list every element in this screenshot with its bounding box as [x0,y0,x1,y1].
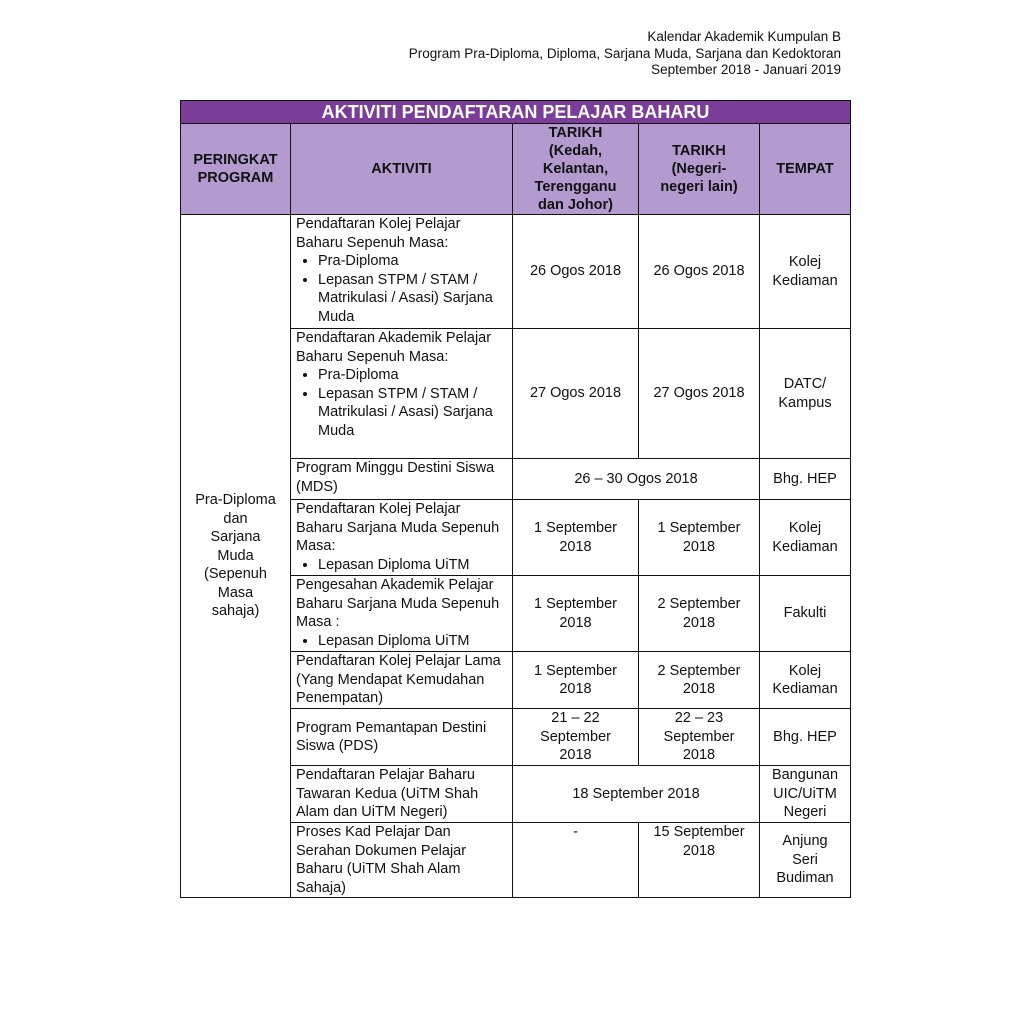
date-other: 2 September 2018 [639,576,760,652]
place: Bhg. HEP [760,459,851,500]
activity-cell [291,652,513,709]
col-activity: AKTIVITI [291,124,513,215]
col-date-east: TARIKH (Kedah, Kelantan, Terengganu dan Johor) [513,124,639,215]
registration-table [180,100,851,898]
date-east: - [513,823,639,898]
date-east: 27 Ogos 2018 [513,329,639,459]
activity-text: Pendaftaran Kolej Pelajar Lama (Yang Mendapat Kemudahan Penempatan) [296,653,501,706]
header-line-3: September 2018 - Januari 2019 [651,62,841,77]
date-east: 21 – 22 September 2018 [513,709,639,766]
date-other: 22 – 23 September 2018 [639,709,760,766]
date-east: 1 September 2018 [513,652,639,709]
date-other: 26 Ogos 2018 [639,215,760,329]
activity-text: Pendaftaran Pelajar Baharu Tawaran Kedua (UiTM Shah Alam dan UiTM Negeri) [296,767,479,820]
place: Anjung Seri Budiman [760,823,851,898]
activity-text: Pendaftaran Akademik Pelajar Baharu Sepenuh Masa: [296,330,492,365]
place: Bangunan UIC/UiTM Negeri [760,766,851,823]
activity-bullet: • Pra-Diploma [318,366,507,385]
activity-text: Program Minggu Destini Siswa (MDS) [296,460,495,495]
activity-bullet: • Lepasan STPM / STAM / Matrikulasi / Asasi) Sarjana Muda [318,271,507,327]
date-east: 1 September 2018 [513,500,639,576]
date-both: 26 – 30 Ogos 2018 [513,459,760,500]
header-line-1: Kalendar Akademik Kumpulan B [647,29,841,44]
header-line-2: Program Pra-Diploma, Diploma, Sarjana Muda, Sarjana dan Kedoktoran [408,45,841,61]
activity-text: Pengesahan Akademik Pelajar Baharu Sarjana Muda Sepenuh Masa : [296,577,500,630]
place: DATC/ Kampus [760,329,851,459]
activity-text: Pendaftaran Kolej Pelajar Baharu Sepenuh Masa: [296,216,461,251]
date-east: 26 Ogos 2018 [513,215,639,329]
activity-cell [291,576,513,652]
activity-cell [291,215,513,329]
activity-bullet: • Pra-Diploma [318,252,507,271]
place: Kolej Kediaman [760,500,851,576]
table-row [181,215,851,329]
date-east: 1 September 2018 [513,576,639,652]
date-other: 1 September 2018 [639,500,760,576]
activity-cell [291,500,513,576]
table-title: AKTIVITI PENDAFTARAN PELAJAR BAHARU [181,101,851,124]
activity-text: Program Pemantapan Destini Siswa (PDS) [296,719,487,754]
place: Kolej Kediaman [760,215,851,329]
activity-cell [291,329,513,459]
program-level: Pra-Diploma dan Sarjana Muda (Sepenuh Masa sahaja) [181,215,291,898]
activity-bullet: • Lepasan STPM / STAM / Matrikulasi / Asasi) Sarjana Muda [318,385,507,441]
activity-cell [291,766,513,823]
activity-text: Proses Kad Pelajar Dan Serahan Dokumen Pelajar Baharu (UiTM Shah Alam Sahaja) [296,824,467,896]
date-other: 2 September 2018 [639,652,760,709]
activity-text: Pendaftaran Kolej Pelajar Baharu Sarjana Muda Sepenuh Masa: [296,501,500,554]
activity-cell [291,823,513,898]
activity-bullet: • Lepasan Diploma UiTM [318,632,507,651]
document-header [409,29,841,79]
activity-bullet: • Lepasan Diploma UiTM [318,556,507,575]
date-other: 27 Ogos 2018 [639,329,760,459]
place: Fakulti [760,576,851,652]
col-date-other: TARIKH (Negeri- negeri lain) [639,124,760,215]
date-both: 18 September 2018 [513,766,760,823]
place: Kolej Kediaman [760,652,851,709]
col-place: TEMPAT [760,124,851,215]
date-other: 15 September 2018 [639,823,760,898]
col-program: PERINGKAT PROGRAM [181,124,291,215]
activity-cell [291,459,513,500]
activity-cell [291,709,513,766]
place: Bhg. HEP [760,709,851,766]
